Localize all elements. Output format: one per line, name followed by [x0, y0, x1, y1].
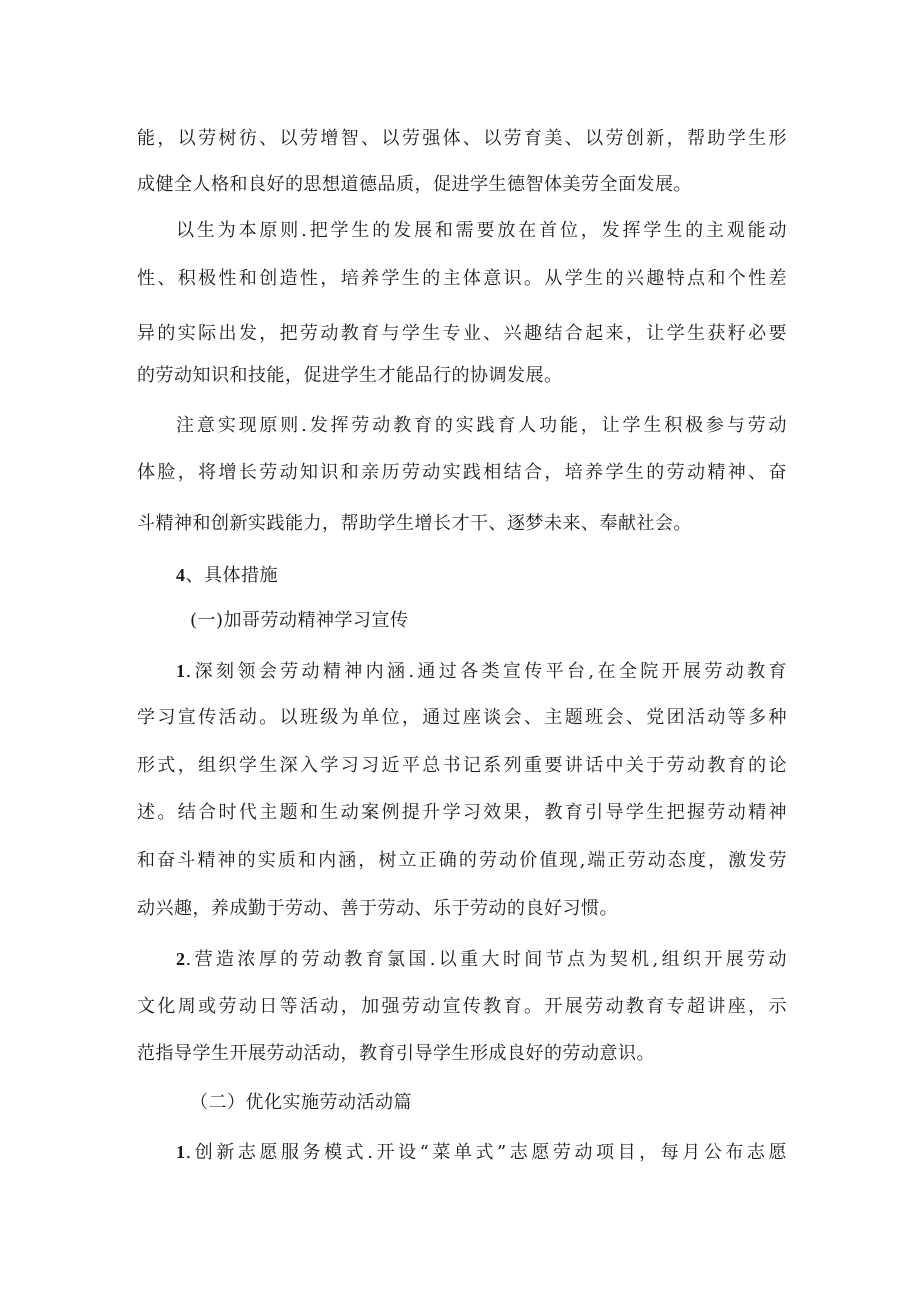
paragraph-line: 异的实际出发，把劳动教育与学生专业、兴趣结合起来，让学生获籽必要 [137, 323, 787, 344]
section-number: 4 [176, 565, 186, 585]
item-number: 2 [176, 949, 186, 969]
paragraph-line: 述。结合时代主题和生动案例提升学习效果，教育引导学生把握劳动精神 [137, 802, 787, 823]
paragraph-line [176, 658, 787, 685]
paragraph-line [176, 946, 787, 973]
subsection-heading: (一)加哥劳动精神学习宣传 [190, 610, 409, 631]
paragraph-line: 范指导学生开展劳动活动，教育引导学生形成良好的劳动意识。 [137, 1043, 655, 1064]
paragraph-line: 能，以劳树彷、以劳增智、以劳强体、以劳育美、以劳创新，帮助学生形 [137, 128, 787, 149]
paragraph-line: 形式，组织学生深入学习习近平总书记系列重要讲话中关于劳动教育的论 [137, 755, 787, 776]
paragraph-line: 成健全人格和良好的思想道德品质，促进学生德智体美劳全面发展。 [137, 174, 692, 195]
paragraph-line: 学习宣传活动。以班级为单位，通过座谈会、主题班会、党团活动等多种 [137, 707, 787, 728]
subsection-heading: （二）优化实施劳动活动篇 [190, 1092, 412, 1113]
paragraph-line: 文化周或劳动日等活动，加强劳动宣传教育。开展劳动教育专超讲座，示 [137, 996, 787, 1017]
item-text: .营造浓厚的劳动教育氯国.以重大时间节点为契机,组织开展劳动 [185, 949, 787, 970]
paragraph-line: 的劳动知识和技能，促进学生才能品行的协调发展。 [137, 365, 563, 386]
paragraph-line: 和奋斗精神的实质和内涵，树立正确的劳动价值现,端正劳动态度，激发劳 [137, 850, 787, 871]
paragraph-line: 体脸，将增长劳动知识和亲历劳动实践相结合，培养学生的劳动精神、奋 [137, 462, 787, 483]
item-text: .深刻领会劳动精神内涵.通过各类宣传平台,在全院开展劳动教育 [185, 661, 787, 682]
paragraph-line: 以生为本原则.把学生的发展和需要放在首位，发挥学生的主观能动 [176, 220, 787, 241]
item-text: .创新志愿服务模式.开设“菜单式”志愿劳动项目，每月公布志愿 [185, 1142, 787, 1163]
paragraph-line: 注意实现原则.发挥劳动教育的实践育人功能，让学生积极参与劳动 [176, 415, 787, 436]
paragraph-line [176, 1139, 787, 1166]
item-number: 1 [176, 1142, 186, 1162]
paragraph-line: 动兴趣，养成勤于劳动、善于劳动、乐于劳动的良好习惯。 [137, 898, 618, 919]
section-title: 、具体措施 [185, 565, 278, 586]
paragraph-line: 斗精神和创新实践能力，帮助学生增长才干、逐梦未来、奉献社会。 [137, 513, 692, 534]
item-number: 1 [176, 661, 186, 681]
section-heading [176, 562, 278, 589]
paragraph-line: 性、积极性和创造性，培养学生的主体意识。从学生的兴趣特点和个性差 [137, 268, 787, 289]
